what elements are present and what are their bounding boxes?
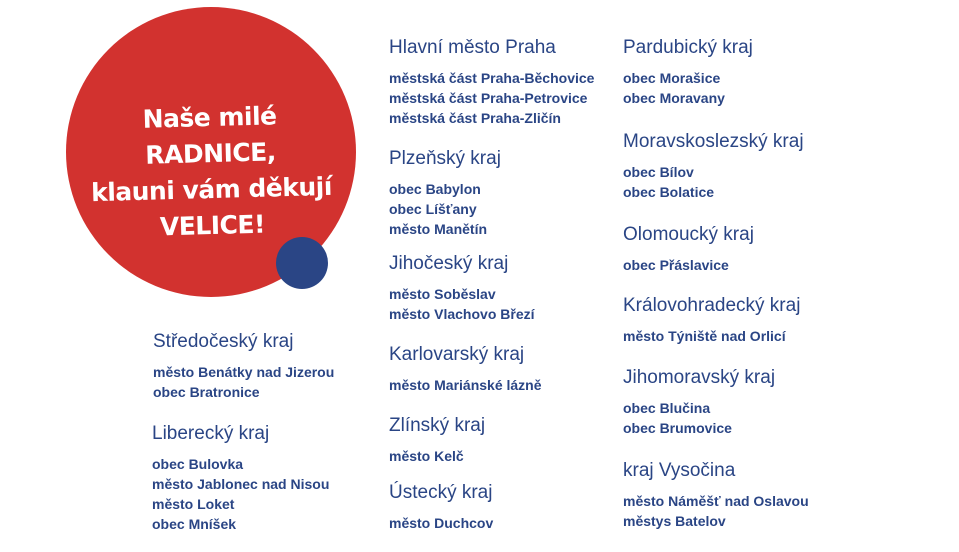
region-praha bbox=[389, 37, 594, 128]
place-item: obec Morašice bbox=[623, 70, 721, 86]
region-title: Královohradecký kraj bbox=[623, 295, 801, 316]
place-item: městská část Praha-Petrovice bbox=[389, 90, 588, 106]
navy-circle bbox=[276, 237, 328, 289]
region-liberecky bbox=[152, 423, 329, 534]
region-title: Jihomoravský kraj bbox=[623, 367, 776, 388]
region-jihomoravsky bbox=[623, 367, 775, 438]
place-item: obec Blučina bbox=[623, 400, 711, 416]
place-item: obec Babylon bbox=[389, 181, 481, 197]
place-item: město Manětín bbox=[389, 221, 488, 237]
place-item: obec Brumovice bbox=[623, 420, 732, 436]
region-kralovehradecky bbox=[623, 295, 800, 346]
place-item: město Mariánské lázně bbox=[389, 377, 542, 393]
place-item: město Benátky nad Jizerou bbox=[153, 364, 335, 380]
headline-line-3: VELICE! bbox=[159, 209, 266, 242]
region-title: Plzeňský kraj bbox=[389, 148, 501, 169]
place-item: obec Moravany bbox=[623, 90, 725, 106]
headline-line-2: klauni vám děkují bbox=[90, 171, 333, 208]
place-item: obec Mníšek bbox=[152, 516, 237, 532]
place-item: obec Bratronice bbox=[153, 384, 260, 400]
region-title: Liberecký kraj bbox=[152, 423, 270, 444]
region-zlinsky bbox=[389, 415, 485, 466]
region-title: Ústecký kraj bbox=[389, 482, 493, 503]
region-pardubicky bbox=[623, 37, 753, 108]
region-title: Zlínský kraj bbox=[389, 415, 486, 436]
region-title: Hlavní město Praha bbox=[389, 37, 556, 58]
region-olomoucky bbox=[623, 224, 754, 275]
place-item: město Soběslav bbox=[389, 286, 496, 302]
place-item: městská část Praha-Zličín bbox=[389, 110, 561, 126]
place-item: město Náměšť nad Oslavou bbox=[623, 493, 809, 509]
region-title: Olomoucký kraj bbox=[623, 224, 754, 245]
place-item: město Kelč bbox=[389, 448, 464, 464]
region-title: Středočeský kraj bbox=[153, 331, 294, 352]
place-item: město Vlachovo Březí bbox=[389, 306, 535, 322]
place-item: obec Bulovka bbox=[152, 456, 244, 472]
region-jihocesky bbox=[389, 253, 535, 324]
place-item: obec Bolatice bbox=[623, 184, 715, 200]
region-title: Jihočeský kraj bbox=[389, 253, 509, 274]
headline-line-1: Naše milé RADNICE, bbox=[142, 101, 277, 170]
region-stredocesky bbox=[153, 331, 334, 402]
place-item: město Duchcov bbox=[389, 515, 494, 531]
region-title: kraj Vysočina bbox=[623, 460, 736, 481]
place-item: městská část Praha-Běchovice bbox=[389, 70, 595, 86]
place-item: město Týniště nad Orlicí bbox=[623, 328, 786, 344]
region-plzensky bbox=[389, 148, 501, 239]
region-moravskoslezsky bbox=[623, 131, 804, 202]
region-ustecky bbox=[389, 482, 493, 533]
region-title: Moravskoslezský kraj bbox=[623, 131, 804, 152]
place-item: město Loket bbox=[152, 496, 235, 512]
place-item: město Jablonec nad Nisou bbox=[152, 476, 330, 492]
region-karlovarsky bbox=[389, 344, 542, 395]
place-item: obec Bílov bbox=[623, 164, 694, 180]
region-title: Karlovarský kraj bbox=[389, 344, 525, 365]
region-vysocina bbox=[623, 460, 809, 531]
headline bbox=[74, 96, 348, 247]
place-item: obec Líšťany bbox=[389, 201, 477, 217]
region-title: Pardubický kraj bbox=[623, 37, 753, 58]
place-item: městys Batelov bbox=[623, 513, 726, 529]
place-item: obec Přáslavice bbox=[623, 257, 729, 273]
